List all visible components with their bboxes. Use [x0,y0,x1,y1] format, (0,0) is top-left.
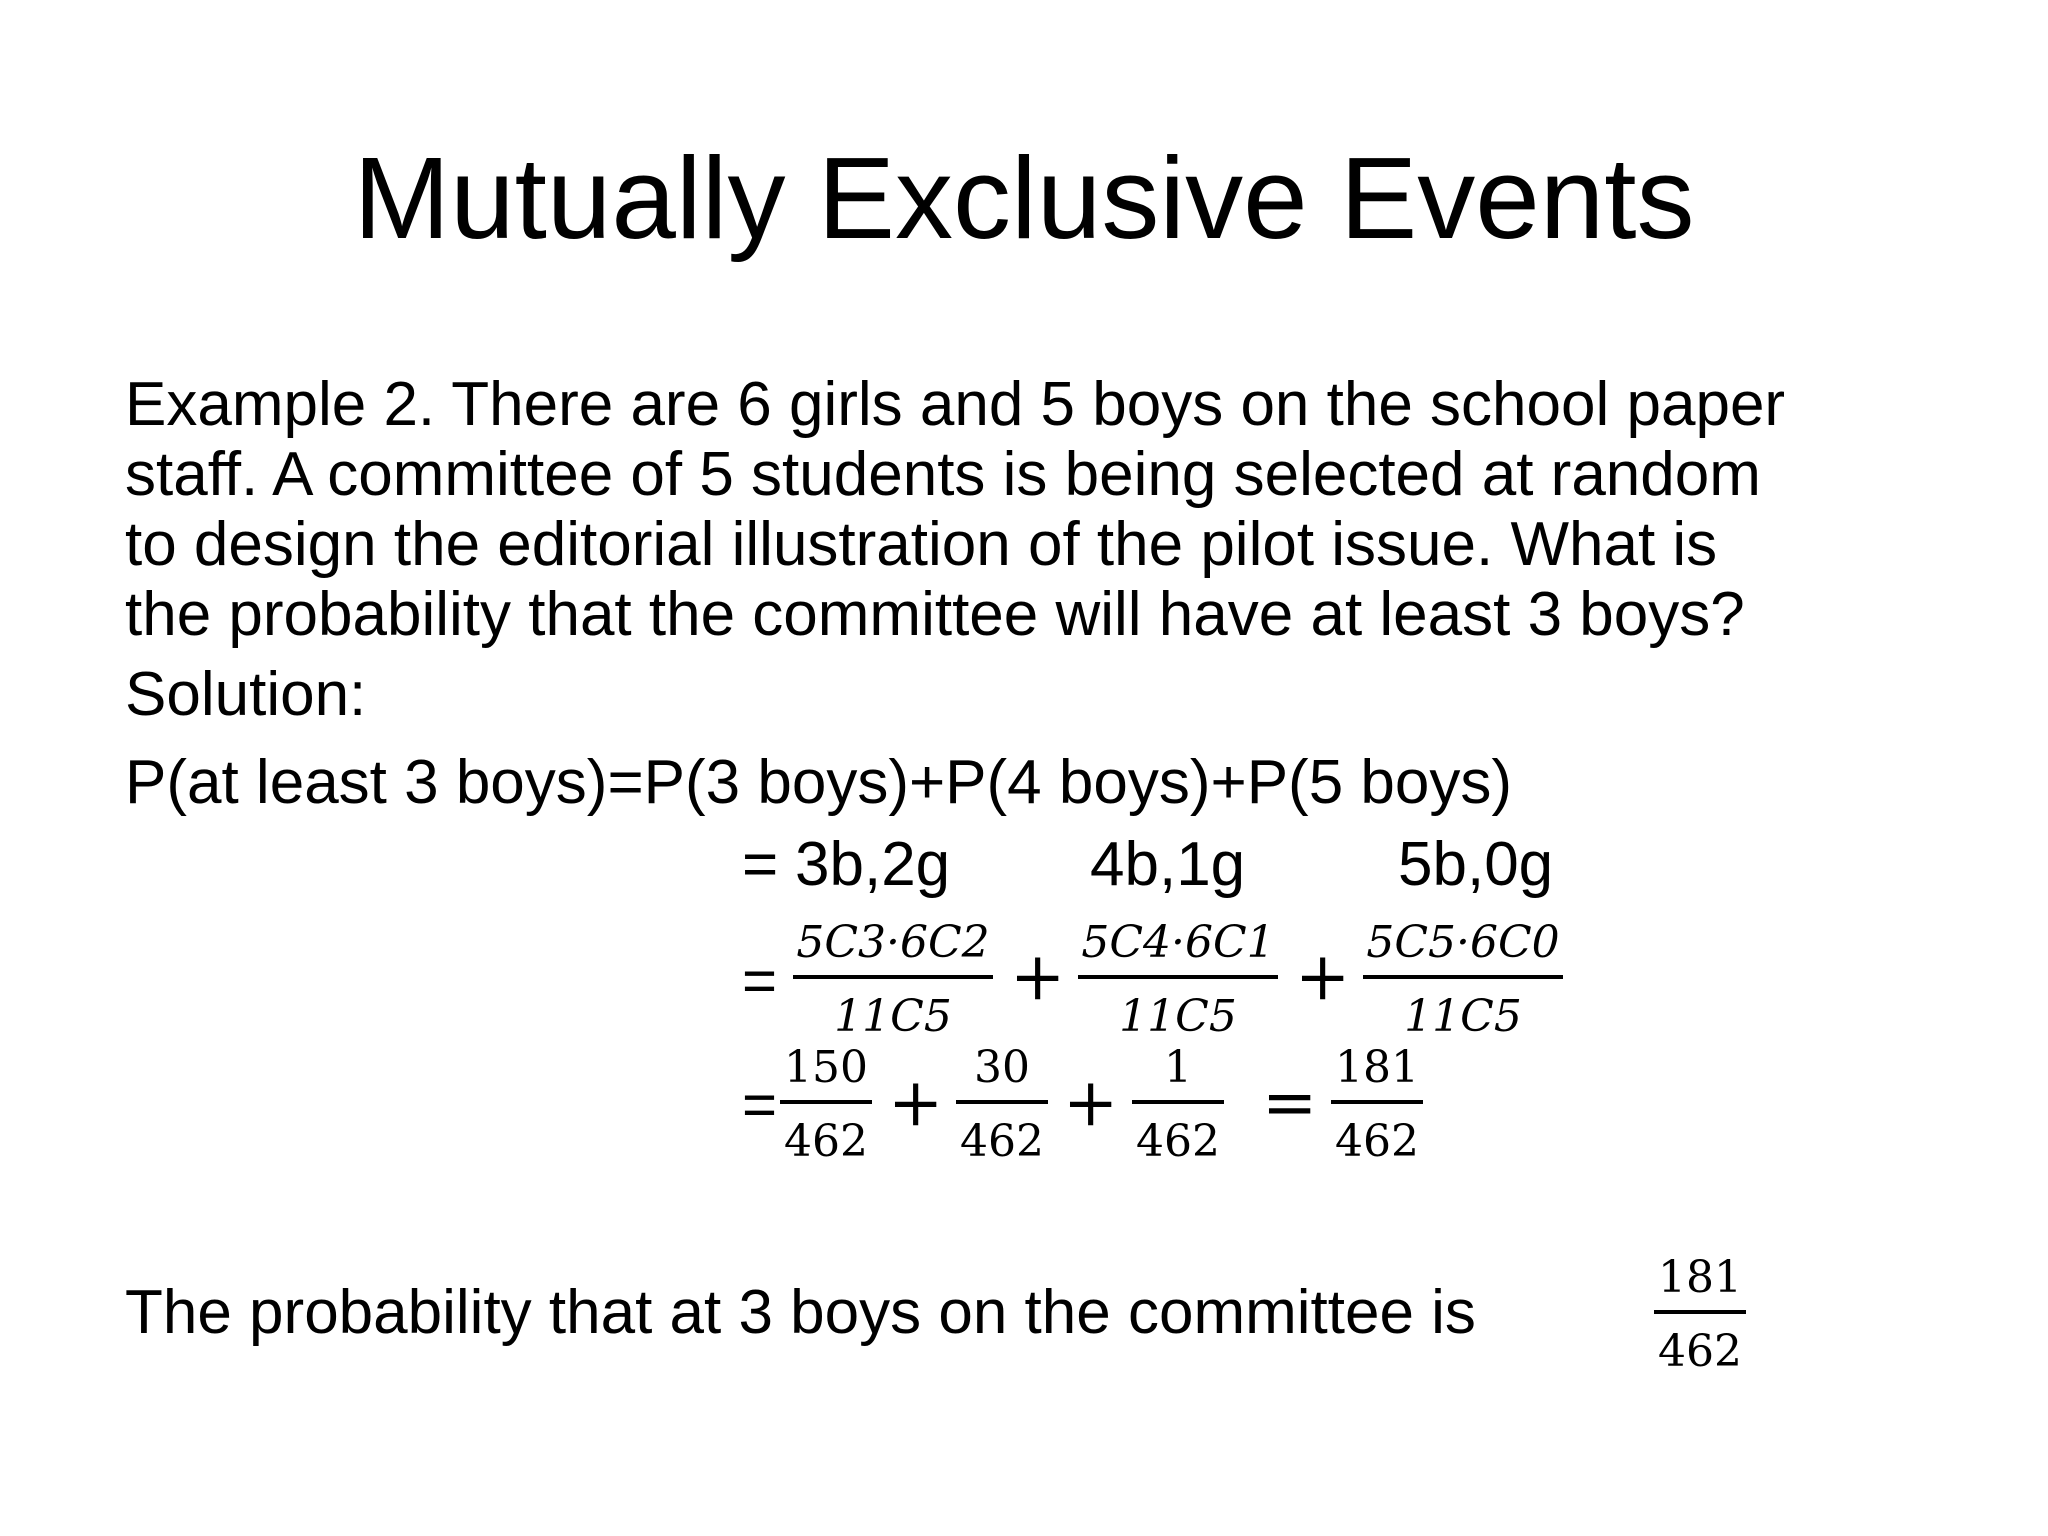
case-3b2g: 3b,2g [795,830,951,899]
fraction-numerator: 5C4·6C1 [1081,917,1275,968]
cases-equals-sign: = [742,830,779,899]
result-equals-sign: = [1262,1064,1318,1141]
fraction-denominator: 462 [960,1116,1044,1167]
fraction-term-1 [793,915,993,1045]
case-4b1g: 4b,1g [1090,830,1246,899]
fraction-denominator: 462 [1136,1116,1220,1167]
fraction-denominator: 11C5 [1404,991,1522,1042]
fraction-numerator: 5C5·6C0 [1366,917,1560,968]
case-5b0g: 5b,0g [1398,830,1554,899]
problem-statement [125,370,1785,650]
probability-expression: P(at least 3 boys)=P(3 boys)+P(4 boys)+P(5 boys) [125,748,1513,817]
fraction-bar [1078,975,1278,979]
problem-line: the probability that the committee will have at least 3 boys? [125,580,1745,649]
fraction-term-3 [1363,915,1563,1045]
problem-line: to design the editorial illustration of the pilot issue. What is [125,510,1718,579]
fraction-150-462 [780,1040,872,1170]
fraction-bar [780,1100,872,1104]
fraction-term-2 [1078,915,1278,1045]
fraction-30-462 [956,1040,1048,1170]
plus-sign: + [1063,1064,1119,1141]
fraction-denominator: 11C5 [1119,991,1237,1042]
fraction-1-462 [1132,1040,1224,1170]
fraction-denominator: 462 [1658,1326,1742,1377]
solution-label: Solution: [125,660,367,729]
plus-sign: + [1010,938,1066,1015]
combination-equals-sign: = [742,947,778,1014]
numeric-equals-sign: = [742,1071,778,1138]
conclusion-text: The probability that at 3 boys on the committee is [125,1278,1476,1347]
problem-line: Example 2. There are 6 girls and 5 boys on the school paper [125,370,1786,439]
fraction-denominator: 11C5 [834,991,952,1042]
fraction-bar [1363,975,1563,979]
fraction-bar [956,1100,1048,1104]
plus-sign: + [1295,938,1351,1015]
fraction-bar [1331,1100,1423,1104]
fraction-numerator: 181 [1335,1042,1419,1093]
fraction-bar [1132,1100,1224,1104]
fraction-numerator: 30 [974,1042,1030,1093]
fraction-numerator: 5C3·6C2 [796,917,990,968]
fraction-bar [793,975,993,979]
plus-sign: + [888,1064,944,1141]
fraction-numerator: 181 [1658,1252,1742,1303]
fraction-result-181-462 [1331,1040,1423,1170]
conclusion-fraction [1654,1250,1746,1380]
fraction-denominator: 462 [1335,1116,1419,1167]
problem-line: staff. A committee of 5 students is being selected at random [125,440,1761,509]
fraction-numerator: 150 [784,1042,868,1093]
fraction-bar [1654,1310,1746,1314]
fraction-denominator: 462 [784,1116,868,1167]
slide-title: Mutually Exclusive Events [353,133,1695,263]
fraction-numerator: 1 [1164,1042,1192,1093]
